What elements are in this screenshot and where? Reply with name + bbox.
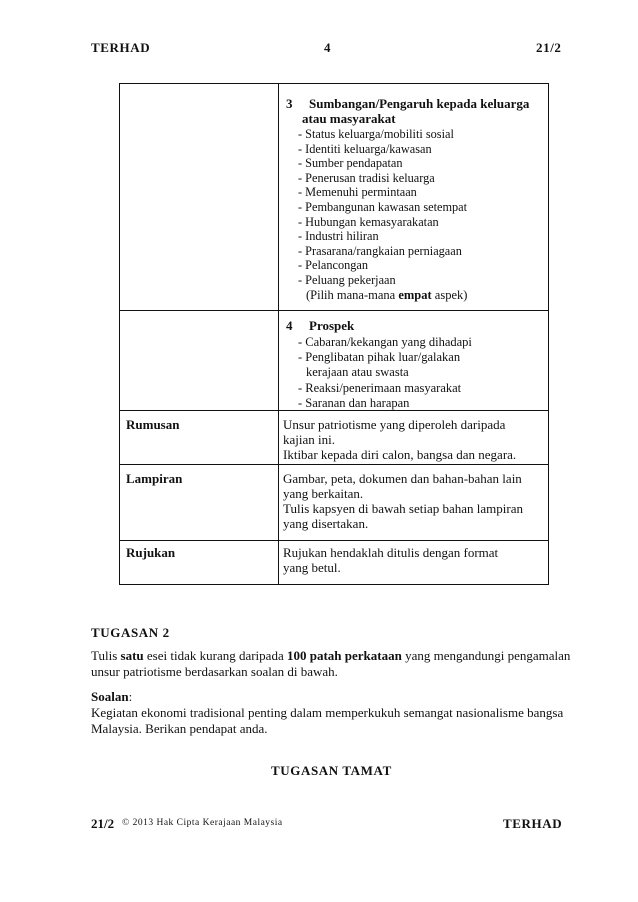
section-4-cell [286,318,472,411]
list-item: - Reaksi/penerimaan masyarakat [298,380,462,395]
soalan-block: Soalan: Kegiatan ekonomi tradisional penting dalam memperkukuh semangat nasionalisme bangsa Malaysia. Berikan pendapat anda. [91,689,564,736]
list-item: - Hubungan kemasyarakatan [298,214,439,229]
list-item: - Cabaran/kekangan yang dihadapi [298,335,472,349]
table-column-divider [278,83,279,585]
lampiran-content: Gambar, peta, dokumen dan bahan-bahan lain yang berkaitan. Tulis kapsyen di bawah setiap bahan lampiran yang disertakan. [283,471,523,531]
rumusan-label: Rumusan [126,417,180,432]
list-item: - Prasarana/rangkaian perniagaan [298,243,462,258]
header-classification: TERHAD [91,40,151,55]
table-row-divider [119,310,549,311]
section-3-list [286,127,529,288]
table-row-divider [119,464,549,465]
section-3-title: Sumbangan/Pengaruh kepada keluarga [309,96,530,111]
section-3-title-cont: atau masyarakat [302,111,396,126]
rujukan-content: Rujukan hendaklah ditulis dengan format yang betul. [283,545,499,575]
section-4-number: 4 [286,318,293,333]
footer-code: 21/2 [91,816,115,831]
rumusan-content: Unsur patriotisme yang diperoleh daripada kajian ini. Iktibar kepada diri calon, bangsa dan negara. [283,417,517,462]
list-item: - Industri hiliran [298,229,379,244]
tugasan-2-heading: TUGASAN 2 [91,625,170,640]
section-3-cell [286,96,529,302]
page-number: 4 [324,40,332,55]
list-item: - Saranan dan harapan [298,395,410,410]
list-item: - Pelancongan [298,258,369,273]
list-item: - Sumber pendapatan [298,156,403,171]
list-item: - Peluang pekerjaan [298,272,396,287]
section-4-list [286,335,472,411]
tugasan-tamat: TUGASAN TAMAT [271,763,392,778]
section-3-note: (Pilih mana-mana empat aspek) [306,287,468,302]
rujukan-label: Rujukan [126,545,176,560]
footer-classification: TERHAD [503,816,563,831]
section-3-number: 3 [286,96,293,111]
list-item: - Status keluarga/mobiliti sosial [298,127,454,141]
list-item: kerajaan atau swasta [306,365,409,380]
lampiran-label: Lampiran [126,471,183,486]
list-item: - Penerusan tradisi keluarga [298,170,435,185]
footer-copyright: © 2013 Hak Cipta Kerajaan Malaysia [122,818,283,828]
list-item: - Penglibatan pihak luar/galakan [298,350,461,365]
list-item: - Identiti keluarga/kawasan [298,141,432,156]
tugasan-2-instruction: Tulis satu esei tidak kurang daripada 100 patah perkataan yang mengandungi pengamalan unsur patriotisme berdasarkan soalan di bawah. [91,648,571,679]
soalan-label: Soalan [91,689,129,704]
section-4-title: Prospek [309,318,355,333]
list-item: - Pembangunan kawasan setempat [298,199,468,214]
header-code: 21/2 [536,40,562,55]
table-row-divider [119,540,549,541]
list-item: - Memenuhi permintaan [298,185,417,200]
